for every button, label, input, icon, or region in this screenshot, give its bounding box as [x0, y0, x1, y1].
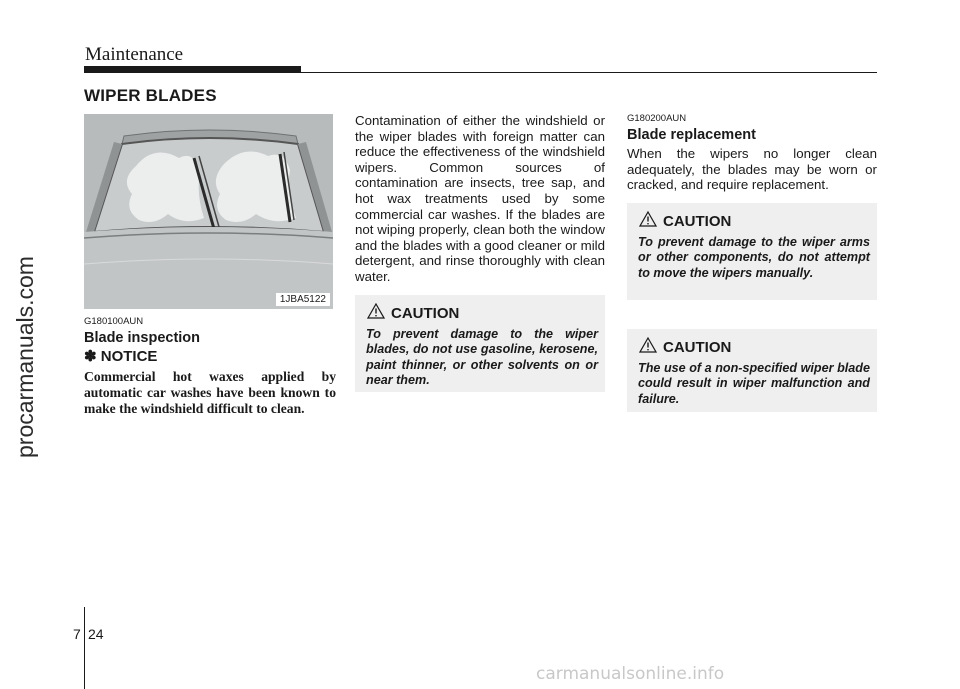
- footer-divider: [84, 607, 85, 689]
- chapter-number: 7: [73, 626, 81, 642]
- notice-heading: ✽ NOTICE: [84, 348, 158, 365]
- inspection-code: G180100AUN: [84, 316, 144, 327]
- replacement-heading: Blade replacement: [627, 127, 756, 143]
- caution-text: The use of a non-specified wiper blade could result in wiper malfunction and failure.: [638, 361, 870, 406]
- section-title: WIPER BLADES: [84, 86, 217, 105]
- caution-box-non-specified: [627, 329, 877, 412]
- caution-box-solvents: [355, 295, 605, 392]
- caution-text: To prevent damage to the wiper arms or other components, do not attempt to move the wipers manually.: [638, 235, 870, 280]
- replacement-text: When the wipers no longer clean adequately, the blades may be worn or cracked, and require replacement.: [627, 146, 877, 193]
- inspection-heading: Blade inspection: [84, 330, 201, 346]
- page-number: 24: [88, 626, 104, 642]
- notice-text: Commercial hot waxes applied by automatic car washes have been known to make the windshield difficult to clean.: [84, 369, 336, 416]
- replacement-code: G180200AUN: [627, 113, 687, 124]
- header-rule-thin: [84, 72, 877, 73]
- contamination-text: Contamination of either the windshield or the wiper blades with foreign matter can reduce the effectiveness of the windshield wipers. Common sources of contamination are insects, tree sap, and hot wax treatments used by some commercial car washes. If the blades are not wiping properly, clean both the window and the blades with a good cleaner or mild detergent, and rinse thoroughly with clean water.: [355, 113, 605, 284]
- caution-heading: CAUTION: [391, 305, 460, 322]
- warning-triangle-icon: [639, 337, 657, 353]
- footer-watermark: carmanualsonline.info: [536, 664, 725, 684]
- windshield-drawing: [84, 114, 333, 309]
- wiper-illustration: [84, 114, 333, 309]
- caution-heading: CAUTION: [663, 213, 732, 230]
- side-watermark: procarmanuals.com: [12, 256, 38, 458]
- figure-code: 1JBA5122: [276, 293, 330, 306]
- caution-text: To prevent damage to the wiper blades, do not use gasoline, kerosene, paint thinner, or other solvents on or near them.: [366, 327, 598, 387]
- header-title: Maintenance: [85, 44, 184, 65]
- warning-triangle-icon: [367, 303, 385, 319]
- caution-heading: CAUTION: [663, 339, 732, 356]
- caution-box-manual-move: [627, 203, 877, 300]
- warning-triangle-icon: [639, 211, 657, 227]
